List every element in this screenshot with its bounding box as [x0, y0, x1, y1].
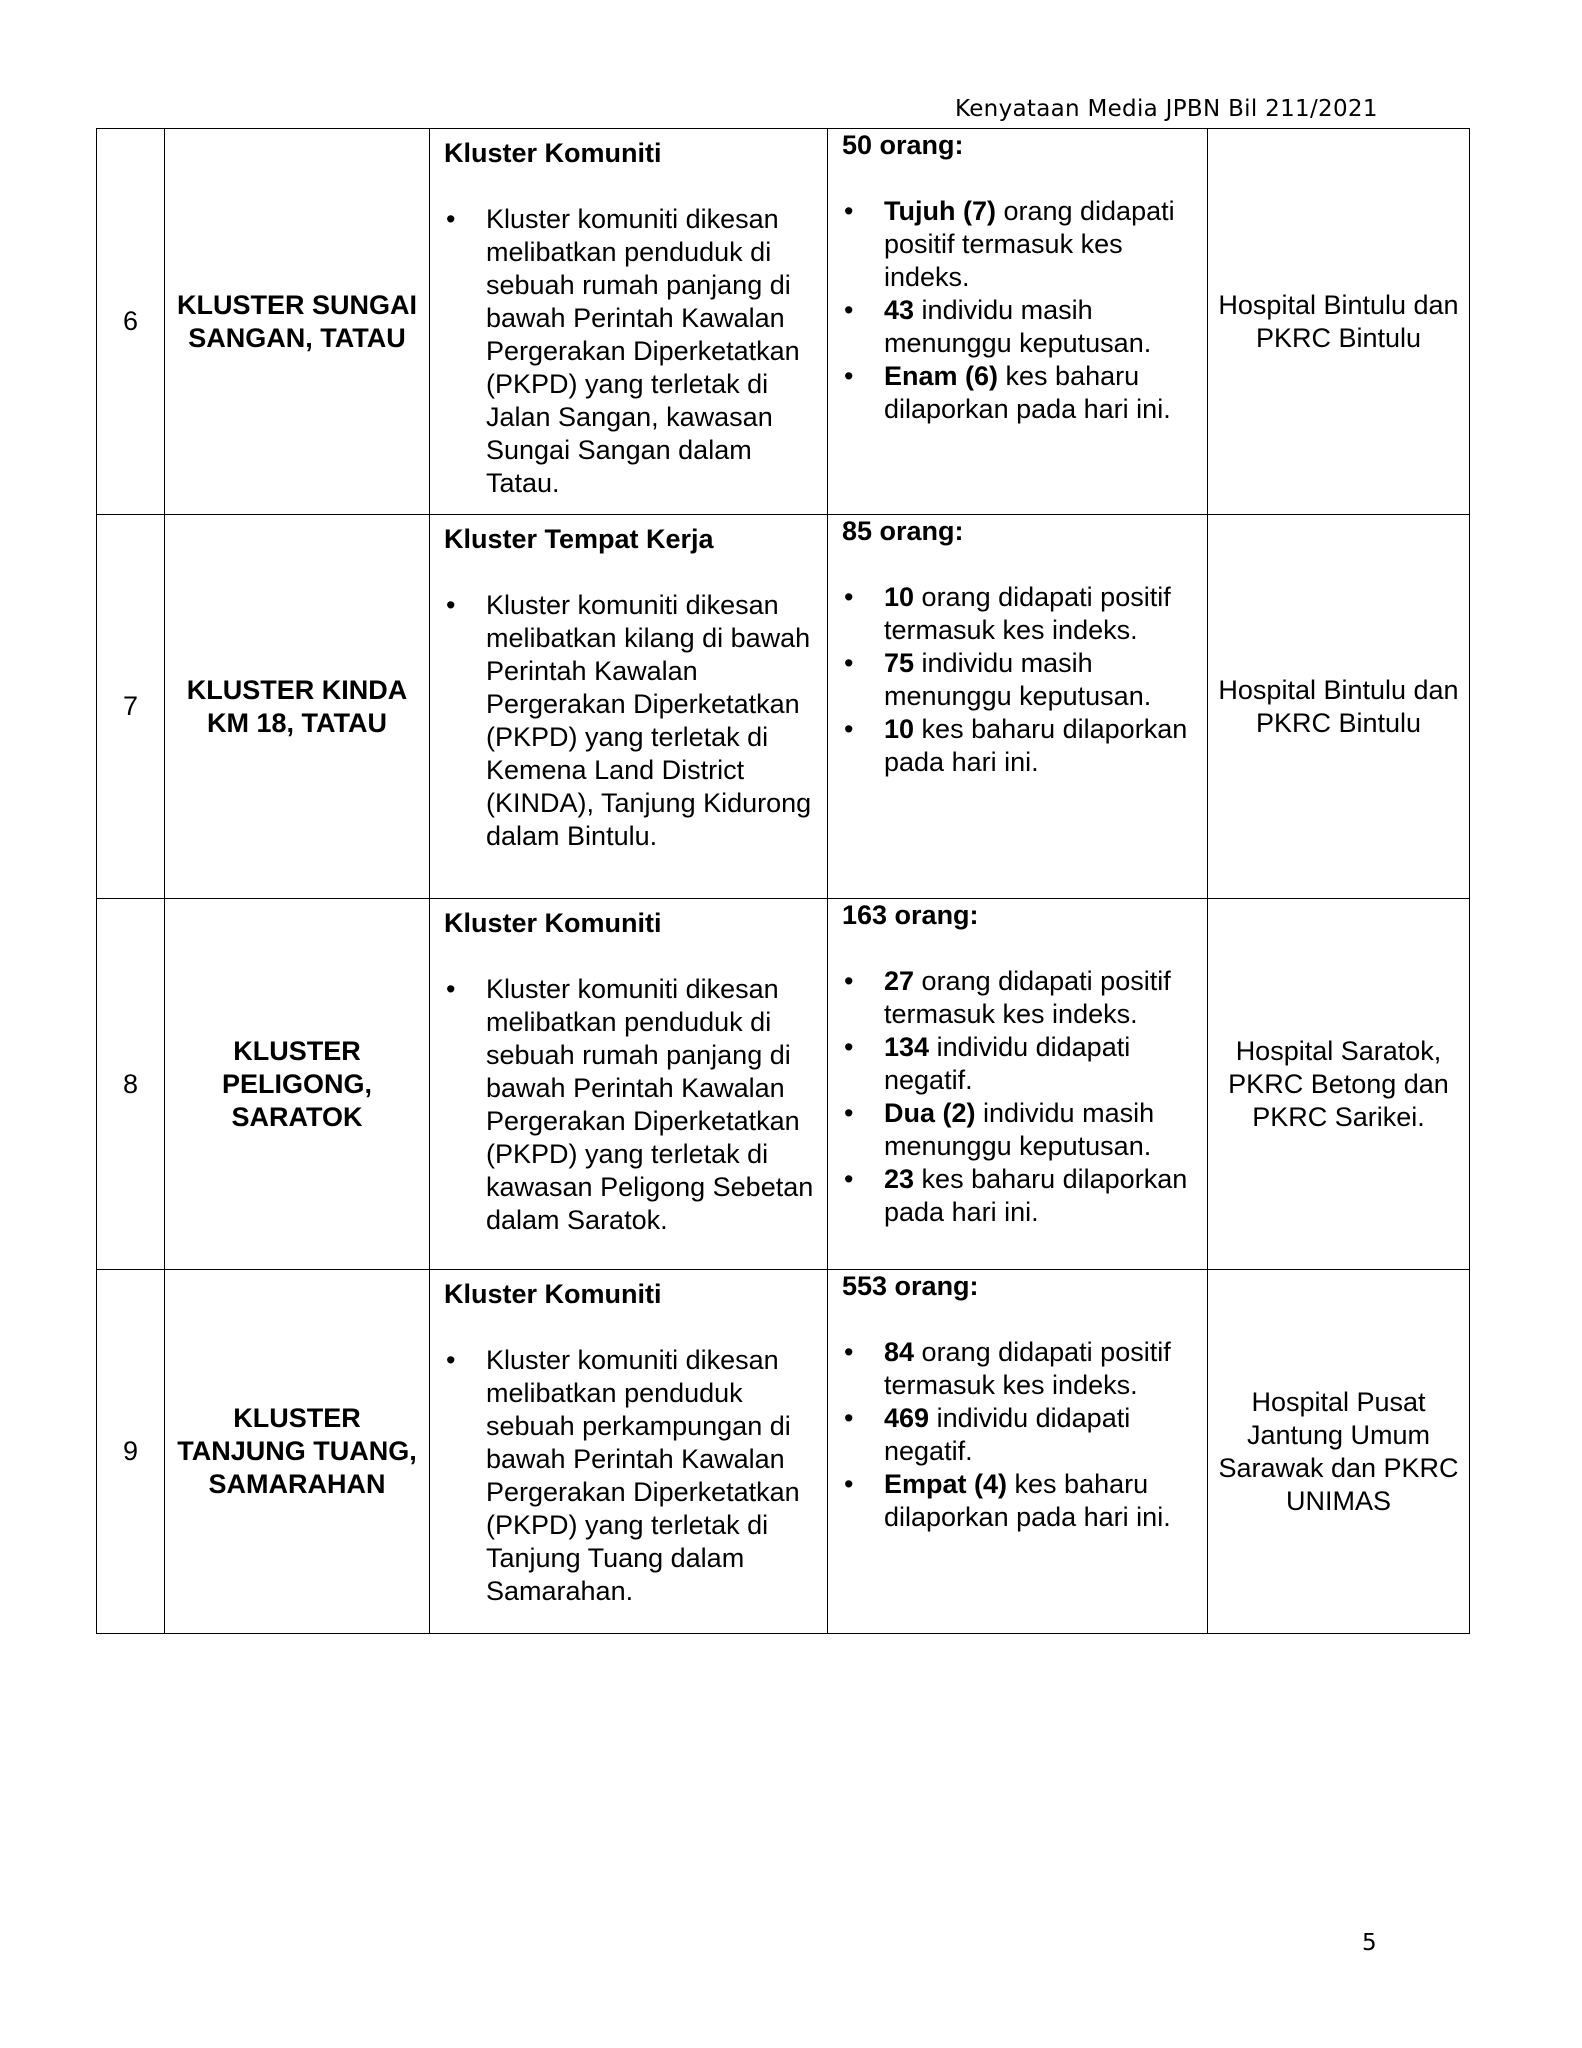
table-row	[97, 899, 1470, 1270]
cluster-type: Kluster Komuniti	[444, 1279, 662, 1309]
stat-item: • 469 individu didapati negatif.	[842, 1402, 1197, 1468]
treatment-location: Hospital Saratok, PKRC Betong dan PKRC Sarikei.	[1208, 899, 1470, 1270]
row-number: 6	[97, 129, 165, 515]
treatment-location: Hospital Pusat Jantung Umum Sarawak dan PKRC UNIMAS	[1208, 1270, 1470, 1634]
cluster-description-cell	[430, 515, 828, 899]
stat-item: • Dua (2) individu masih menunggu keputusan.	[842, 1097, 1197, 1163]
stat-item: • 134 individu didapati negatif.	[842, 1031, 1197, 1097]
cluster-type: Kluster Komuniti	[444, 908, 662, 938]
cluster-description-cell	[430, 129, 828, 515]
cluster-description: • Kluster komuniti dikesan melibatkan penduduk sebuah perkampungan di bawah Perintah Kawalan Pergerakan Diperketatkan (PKPD) yang terletak di Tanjung Tuang dalam Samarahan.	[444, 1344, 817, 1608]
cluster-name: KLUSTER KINDA KM 18, TATAU	[165, 515, 430, 899]
row-number: 9	[97, 1270, 165, 1634]
stat-item: • Enam (6) kes baharu dilaporkan pada hari ini.	[842, 360, 1197, 426]
treatment-location: Hospital Bintulu dan PKRC Bintulu	[1208, 129, 1470, 515]
cluster-description: • Kluster komuniti dikesan melibatkan kilang di bawah Perintah Kawalan Pergerakan Diperketatkan (PKPD) yang terletak di Kemena Land District (KINDA), Tanjung Kidurong dalam Bintulu.	[444, 589, 817, 853]
stat-item: • 10 orang didapati positif termasuk kes indeks.	[842, 581, 1197, 647]
document-reference: Kenyataan Media JPBN Bil 211/2021	[955, 96, 1378, 122]
treatment-location: Hospital Bintulu dan PKRC Bintulu	[1208, 515, 1470, 899]
stat-item: • 23 kes baharu dilaporkan pada hari ini.	[842, 1163, 1197, 1229]
cluster-total: 553 orang:	[842, 1271, 979, 1301]
cluster-stats-cell	[828, 1270, 1208, 1634]
stat-item: • 84 orang didapati positif termasuk kes indeks.	[842, 1336, 1197, 1402]
cluster-name: KLUSTER PELIGONG, SARATOK	[165, 899, 430, 1270]
row-number: 7	[97, 515, 165, 899]
cluster-name: KLUSTER SUNGAI SANGAN, TATAU	[165, 129, 430, 515]
cluster-total: 50 orang:	[842, 130, 964, 160]
stat-item: • Tujuh (7) orang didapati positif termasuk kes indeks.	[842, 195, 1197, 294]
cluster-total: 85 orang:	[842, 516, 964, 546]
table-row	[97, 515, 1470, 899]
stat-item: • 43 individu masih menunggu keputusan.	[842, 294, 1197, 360]
stat-item: • Empat (4) kes baharu dilaporkan pada hari ini.	[842, 1468, 1197, 1534]
cluster-stats-cell	[828, 515, 1208, 899]
stat-item: • 75 individu masih menunggu keputusan.	[842, 647, 1197, 713]
row-number: 8	[97, 899, 165, 1270]
cluster-description: • Kluster komuniti dikesan melibatkan penduduk di sebuah rumah panjang di bawah Perintah Kawalan Pergerakan Diperketatkan (PKPD) yang terletak di Jalan Sangan, kawasan Sungai Sangan dalam Tatau.	[444, 203, 817, 500]
stat-item: • 27 orang didapati positif termasuk kes indeks.	[842, 965, 1197, 1031]
cluster-stats-cell	[828, 129, 1208, 515]
cluster-type: Kluster Komuniti	[444, 138, 662, 168]
cluster-stats-cell	[828, 899, 1208, 1270]
cluster-description-cell	[430, 1270, 828, 1634]
table-row	[97, 1270, 1470, 1634]
stat-item: • 10 kes baharu dilaporkan pada hari ini.	[842, 713, 1197, 779]
cluster-total: 163 orang:	[842, 900, 979, 930]
page-number: 5	[1362, 1930, 1377, 1956]
cluster-description-cell	[430, 899, 828, 1270]
cluster-table	[96, 128, 1470, 1634]
cluster-description: • Kluster komuniti dikesan melibatkan penduduk di sebuah rumah panjang di bawah Perintah Kawalan Pergerakan Diperketatkan (PKPD) yang terletak di kawasan Peligong Sebetan dalam Saratok.	[444, 973, 817, 1237]
cluster-name: KLUSTER TANJUNG TUANG, SAMARAHAN	[165, 1270, 430, 1634]
cluster-type: Kluster Tempat Kerja	[444, 524, 714, 554]
table-row	[97, 129, 1470, 515]
